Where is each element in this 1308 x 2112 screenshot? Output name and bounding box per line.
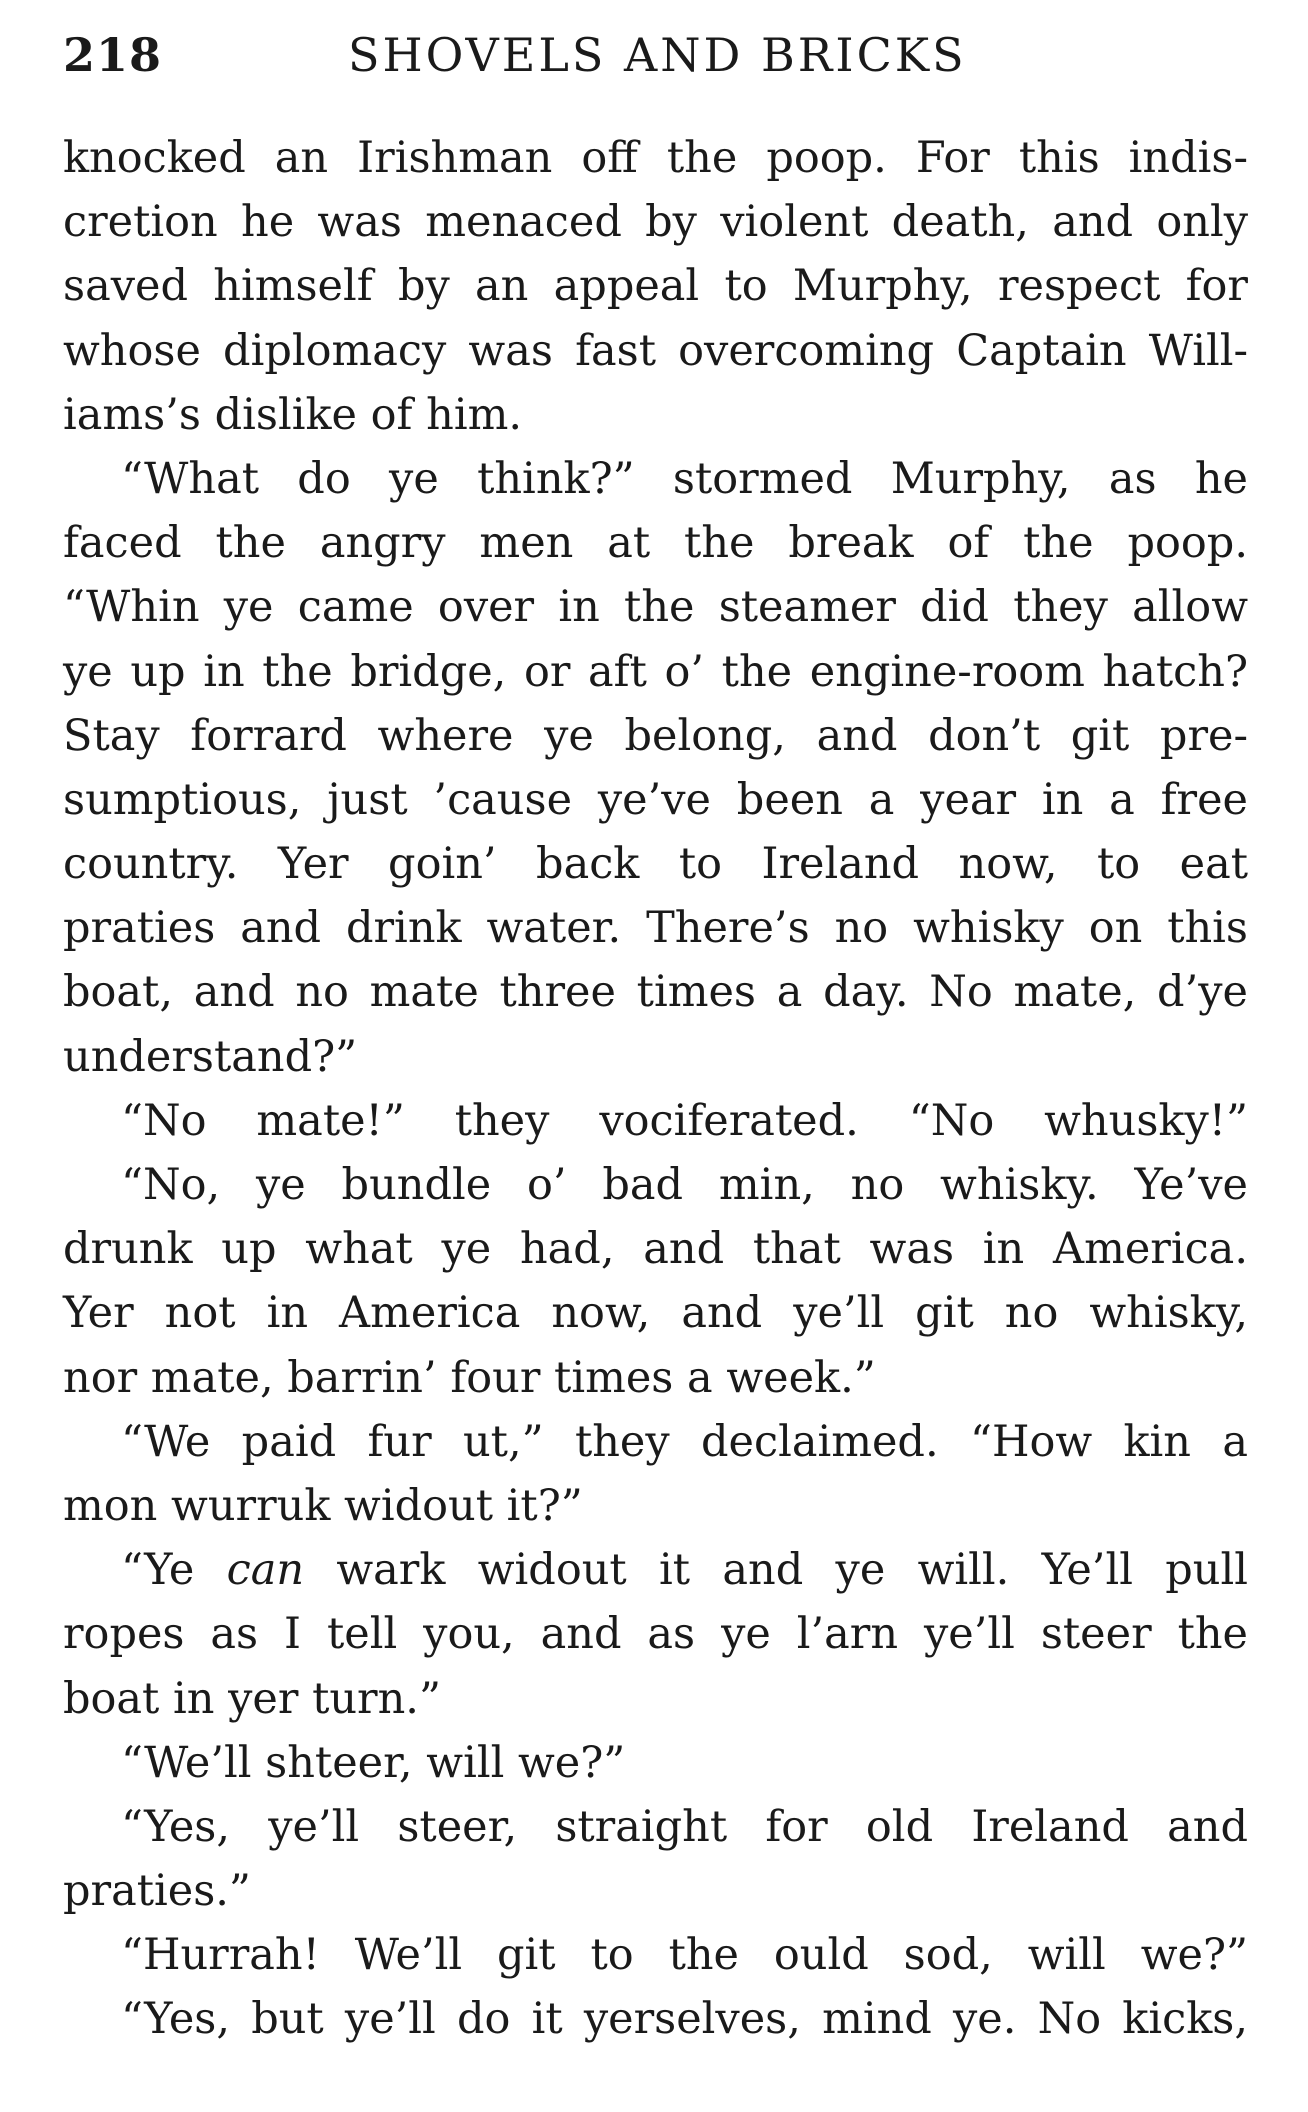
text-line: iams’s dislike of him. [63, 389, 523, 440]
text-line: nor mate, barrin’ four times a week.” [63, 1352, 876, 1403]
text-segment: “Ye [121, 1545, 227, 1596]
text-line: “Yes, ye’ll steer, straight for old Ireland and [121, 1801, 1248, 1852]
text-line: “We’ll shteer, will we?” [121, 1737, 626, 1788]
text-line: cretion he was menaced by violent death, and only [63, 197, 1248, 248]
text-line: ropes as I tell you, and as ye l’arn ye’ll steer the [63, 1609, 1248, 1660]
text-line: sumptious, just ’cause ye’ve been a year in a free [63, 774, 1248, 825]
text-line: “Yes, but ye’ll do it yerselves, mind ye. No kicks, [121, 1994, 1248, 2045]
text-line: “We paid fur ut,” they declaimed. “How kin a [121, 1416, 1248, 1467]
page-body [63, 126, 1248, 2052]
text-line: faced the angry men at the break of the poop. [63, 518, 1248, 569]
text-line: boat in yer turn.” [63, 1673, 441, 1724]
text-line: knocked an Irishman off the poop. For this indis- [63, 133, 1248, 183]
text-line: whose diplomacy was fast overcoming Captain Will- [63, 325, 1248, 376]
text-line: ye up in the bridge, or aft o’ the engine-room hatch? [63, 646, 1248, 697]
text-line: drunk up what ye had, and that was in America. [63, 1224, 1248, 1275]
text-line: Stay forrard where ye belong, and don’t git pre- [63, 710, 1248, 761]
text-line: mon wurruk widout it?” [63, 1480, 583, 1531]
text-segment: wark widout it and ye will. Ye’ll pull [304, 1545, 1248, 1596]
text-line: praties and drink water. There’s no whisky on this [63, 903, 1248, 954]
text-line: “No mate!” they vociferated. “No whusky!” [121, 1095, 1248, 1146]
text-line: “Hurrah! We’ll git to the ould sod, will we?” [121, 1930, 1248, 1981]
text-line: country. Yer goin’ back to Ireland now, to eat [63, 839, 1248, 890]
running-head: SHOVELS AND BRICKS [348, 28, 967, 82]
text-line: praties.” [63, 1866, 251, 1917]
text-line: saved himself by an appeal to Murphy, respect for [63, 261, 1248, 312]
text-line: boat, and no mate three times a day. No mate, d’ye [63, 967, 1248, 1018]
text-line [63, 1538, 1248, 1602]
page-number: 218 [63, 28, 163, 82]
text-line: understand?” [63, 1031, 358, 1082]
text-line: “Whin ye came over in the steamer did they allow [63, 582, 1248, 633]
text-line: “What do ye think?” stormed Murphy, as he [121, 453, 1248, 504]
emphasized-word: can [226, 1545, 305, 1596]
text-line: “No, ye bundle o’ bad min, no whisky. Ye’ve [121, 1160, 1248, 1210]
text-line: Yer not in America now, and ye’ll git no whisky, [63, 1288, 1248, 1339]
page-header [63, 28, 1248, 100]
